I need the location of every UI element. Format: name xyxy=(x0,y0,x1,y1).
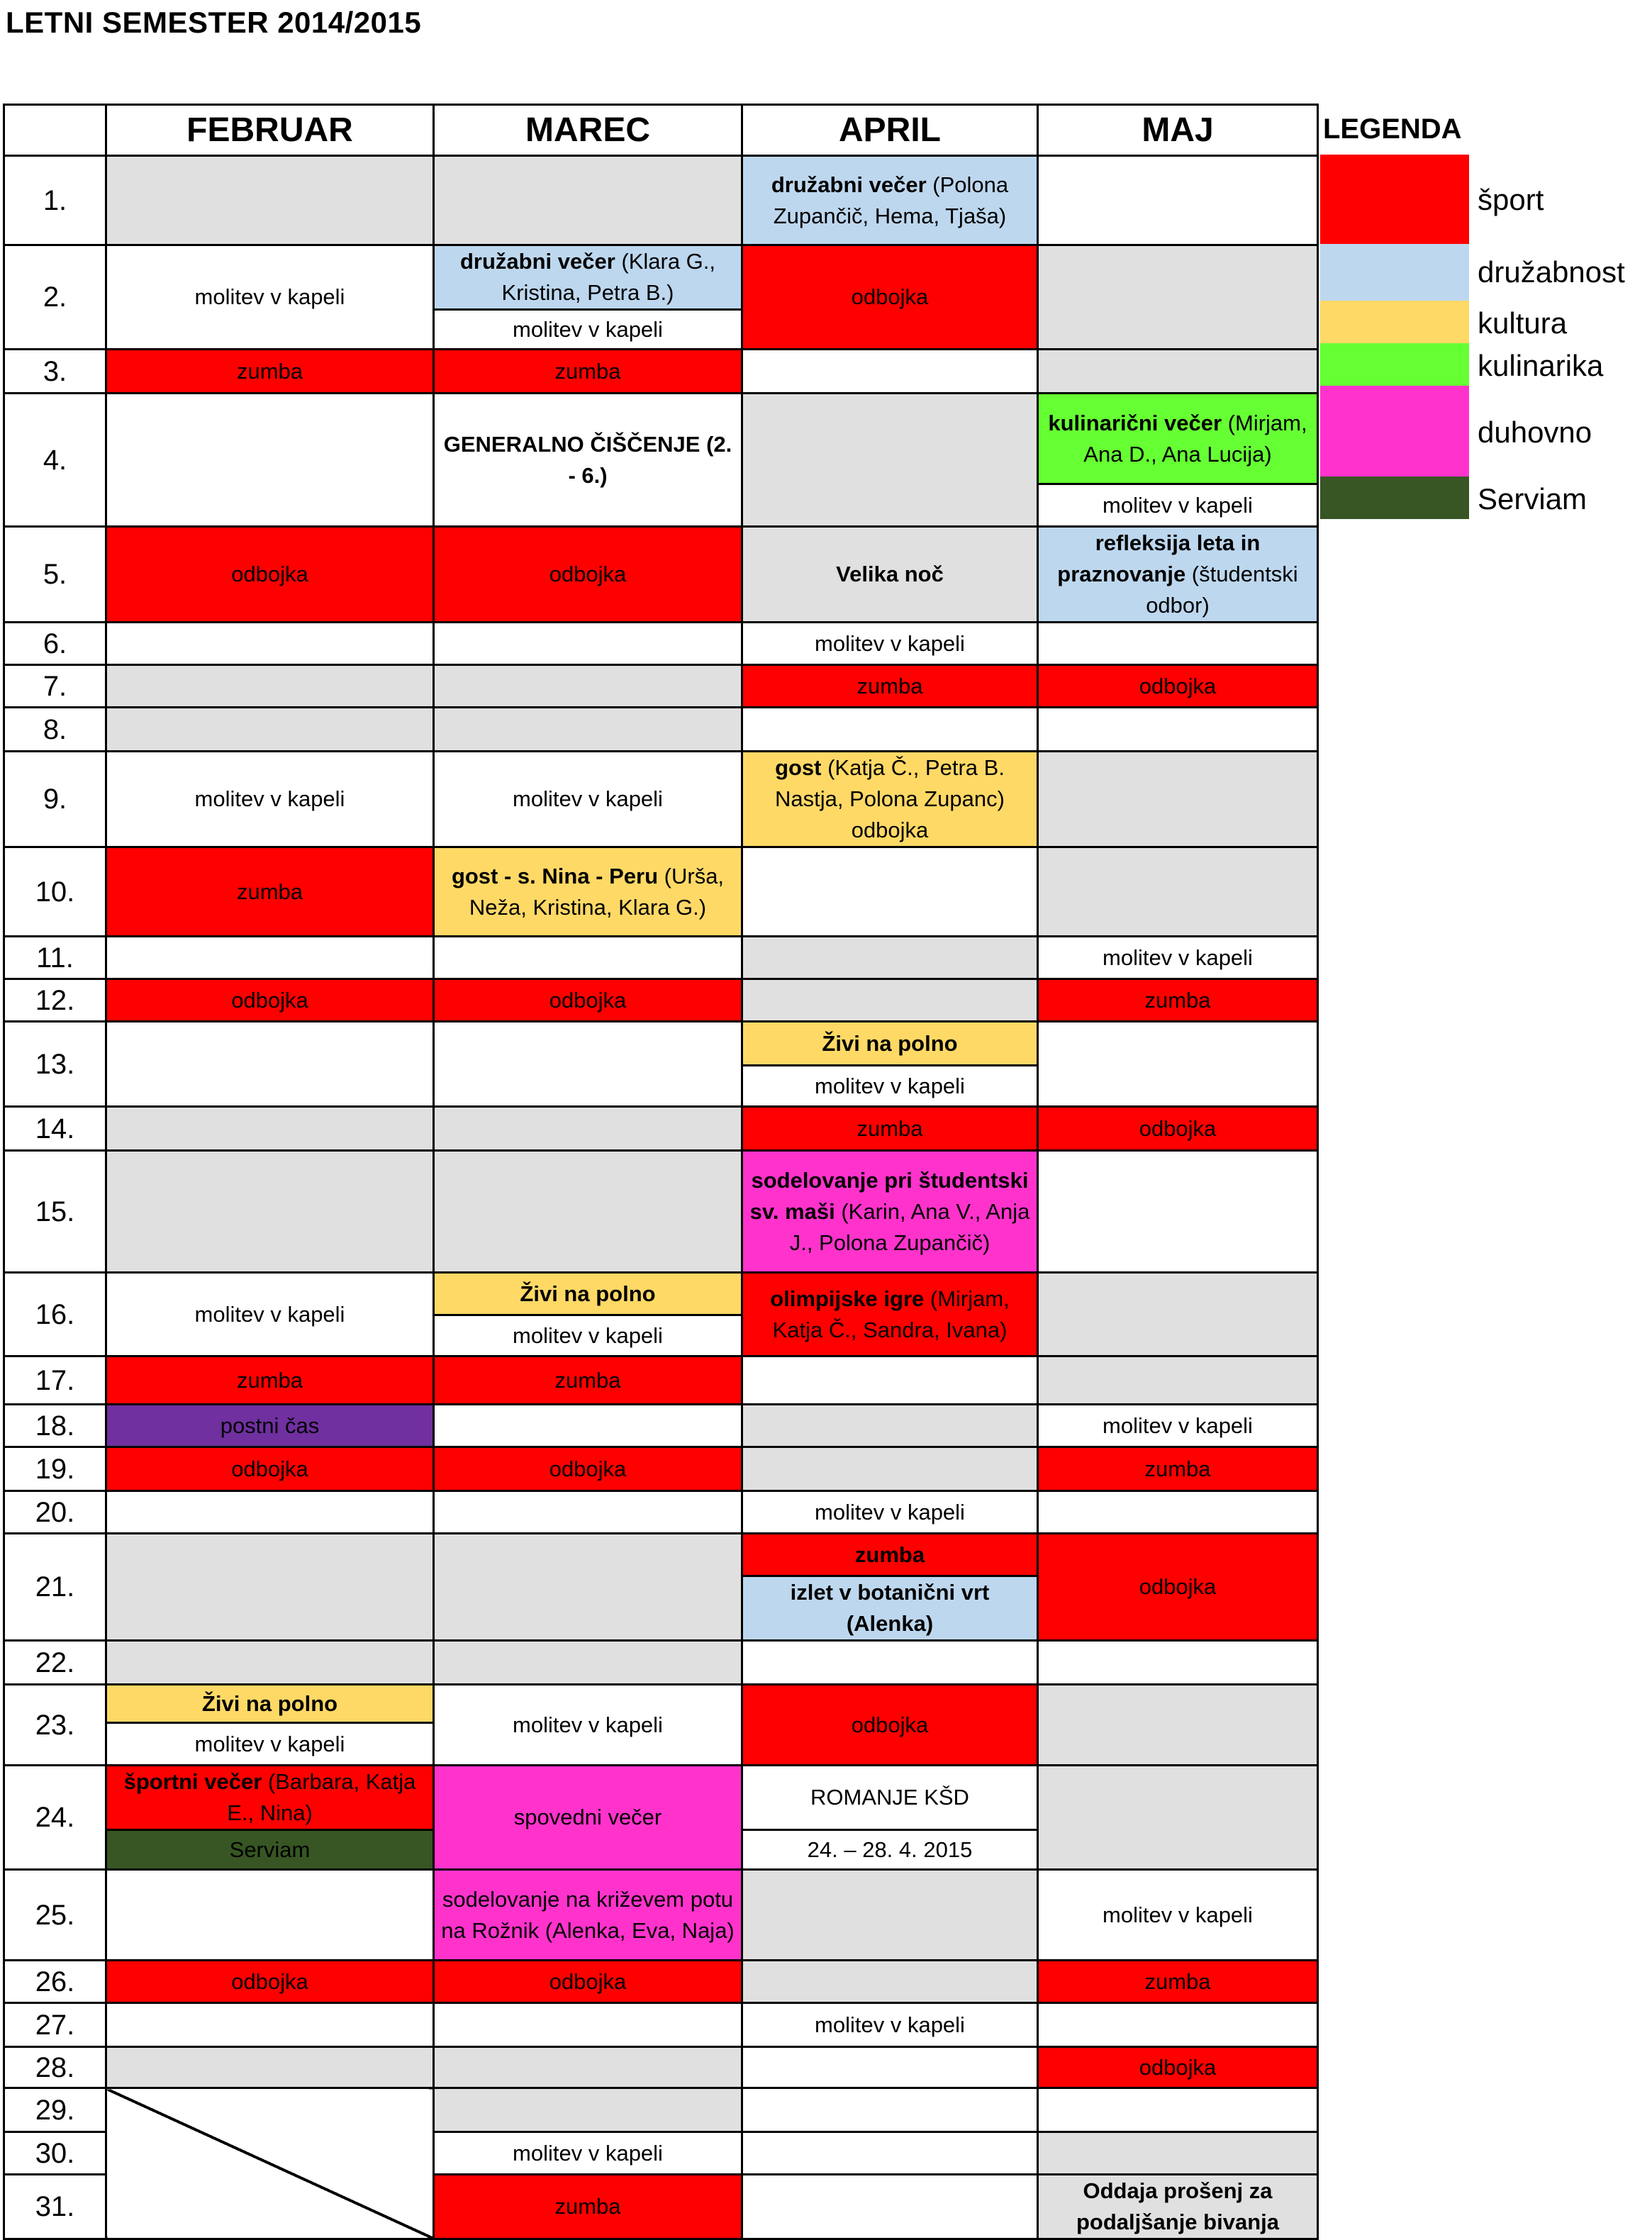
day-cell xyxy=(106,1534,434,1641)
day-label: 7. xyxy=(4,665,106,708)
day-cell xyxy=(742,1641,1038,1685)
day-cell xyxy=(434,1641,742,1685)
day-cell xyxy=(742,708,1038,752)
day-label: 16. xyxy=(4,1273,106,1356)
event-cell: zumba xyxy=(742,665,1038,708)
day-cell xyxy=(106,1022,434,1107)
day-label: 2. xyxy=(4,245,106,350)
event-cell: odbojka xyxy=(742,1685,1038,1766)
day-cell xyxy=(434,1022,742,1107)
event-cell: sodelovanje pri študentski sv. maši (Karin, Ana V., Anja J., Polona Zupančič) xyxy=(742,1151,1038,1273)
day-cell xyxy=(434,1107,742,1151)
day-cell xyxy=(106,937,434,979)
event-cell: športni večer (Barbara, Katja E., Nina) xyxy=(106,1766,434,1830)
event-cell: molitev v kapeli xyxy=(742,1491,1038,1534)
day-cell xyxy=(106,708,434,752)
day-label: 23. xyxy=(4,1685,106,1766)
day-cell xyxy=(106,1107,434,1151)
event-cell: kulinarični večer (Mirjam, Ana D., Ana Lucija) xyxy=(1038,394,1318,484)
day-cell xyxy=(1038,1641,1318,1685)
day-cell xyxy=(434,1491,742,1534)
event-cell: zumba xyxy=(742,1107,1038,1151)
month-header: FEBRUAR xyxy=(106,105,434,156)
legend-swatch xyxy=(1320,155,1469,244)
day-cell xyxy=(106,394,434,527)
legend-label: družabnost xyxy=(1478,255,1625,289)
day-cell xyxy=(1038,1022,1318,1107)
day-cell xyxy=(742,979,1038,1022)
legend-title: LEGENDA xyxy=(1323,113,1462,145)
event-cell: Živi na polno xyxy=(434,1273,742,1315)
day-label: 6. xyxy=(4,623,106,665)
event-cell: zumba xyxy=(106,350,434,394)
event-cell: Oddaja prošenj za podaljšanje bivanja xyxy=(1038,2175,1318,2239)
day-cell xyxy=(742,394,1038,527)
event-cell: molitev v kapeli xyxy=(434,1315,742,1356)
day-cell xyxy=(434,937,742,979)
event-cell: molitev v kapeli xyxy=(742,1066,1038,1107)
day-cell xyxy=(106,156,434,245)
day-label: 25. xyxy=(4,1870,106,1961)
day-cell xyxy=(106,1151,434,1273)
event-cell: odbojka xyxy=(1038,1534,1318,1641)
event-cell: Živi na polno xyxy=(742,1022,1038,1066)
day-cell xyxy=(1038,1491,1318,1534)
month-header: MAREC xyxy=(434,105,742,156)
day-label: 30. xyxy=(4,2132,106,2175)
event-cell: molitev v kapeli xyxy=(106,1273,434,1356)
day-cell xyxy=(1038,350,1318,394)
event-cell: molitev v kapeli xyxy=(434,752,742,847)
day-cell xyxy=(434,156,742,245)
event-cell: molitev v kapeli xyxy=(1038,937,1318,979)
event-cell: olimpijske igre (Mirjam, Katja Č., Sandra, Ivana) xyxy=(742,1273,1038,1356)
day-label: 4. xyxy=(4,394,106,527)
event-cell: gost (Katja Č., Petra B. Nastja, Polona Zupanc) odbojka xyxy=(742,752,1038,847)
day-label: 1. xyxy=(4,156,106,245)
day-label: 17. xyxy=(4,1356,106,1405)
corner-cell xyxy=(4,105,106,156)
event-cell: zumba xyxy=(106,847,434,937)
legend-swatch xyxy=(1320,244,1469,301)
day-cell xyxy=(106,1491,434,1534)
day-label: 14. xyxy=(4,1107,106,1151)
day-cell xyxy=(742,1447,1038,1491)
event-cell: zumba xyxy=(1038,1961,1318,2003)
event-cell: zumba xyxy=(434,1356,742,1405)
day-cell xyxy=(434,1534,742,1641)
day-cell xyxy=(742,1356,1038,1405)
day-cell xyxy=(1038,1766,1318,1870)
day-cell xyxy=(1038,623,1318,665)
event-cell: molitev v kapeli xyxy=(434,1685,742,1766)
day-cell xyxy=(106,665,434,708)
day-cell xyxy=(106,2047,434,2088)
day-label: 3. xyxy=(4,350,106,394)
event-cell: refleksija leta in praznovanje (študentski odbor) xyxy=(1038,527,1318,623)
event-cell: gost - s. Nina - Peru (Urša, Neža, Kristina, Klara G.) xyxy=(434,847,742,937)
day-cell xyxy=(1038,156,1318,245)
legend-label: kulinarika xyxy=(1478,349,1604,382)
event-cell: spovedni večer xyxy=(434,1766,742,1870)
day-label: 29. xyxy=(4,2088,106,2132)
legend-label: kultura xyxy=(1478,306,1568,340)
legend-swatch xyxy=(1320,386,1469,477)
day-label: 15. xyxy=(4,1151,106,1273)
event-cell: zumba xyxy=(742,1534,1038,1576)
event-cell: zumba xyxy=(1038,979,1318,1022)
day-cell xyxy=(742,2047,1038,2088)
event-cell: odbojka xyxy=(1038,1107,1318,1151)
day-cell xyxy=(434,2047,742,2088)
day-cell xyxy=(434,2003,742,2047)
legend-swatch xyxy=(1320,477,1469,519)
day-cell xyxy=(1038,2088,1318,2132)
day-cell xyxy=(742,2175,1038,2239)
event-cell: ROMANJE KŠD xyxy=(742,1766,1038,1830)
day-label: 12. xyxy=(4,979,106,1022)
legend-swatch xyxy=(1320,301,1469,343)
day-label: 28. xyxy=(4,2047,106,2088)
event-cell: molitev v kapeli xyxy=(742,2003,1038,2047)
legend-label: šport xyxy=(1478,183,1544,216)
day-label: 11. xyxy=(4,937,106,979)
day-cell xyxy=(1038,847,1318,937)
event-cell: molitev v kapeli xyxy=(1038,1405,1318,1447)
day-cell xyxy=(1038,708,1318,752)
day-label: 24. xyxy=(4,1766,106,1870)
day-cell xyxy=(1038,2003,1318,2047)
day-cell xyxy=(1038,245,1318,350)
day-cell xyxy=(434,1151,742,1273)
event-cell: molitev v kapeli xyxy=(1038,1870,1318,1961)
event-cell: odbojka xyxy=(742,245,1038,350)
legend-label: duhovno xyxy=(1478,416,1592,449)
event-cell: Velika noč xyxy=(742,527,1038,623)
day-cell xyxy=(434,623,742,665)
event-cell: odbojka xyxy=(106,1447,434,1491)
day-cell xyxy=(106,1641,434,1685)
legend-label: Serviam xyxy=(1478,482,1587,516)
event-cell: družabni večer (Klara G., Kristina, Petra B.) xyxy=(434,245,742,310)
page-title: LETNI SEMESTER 2014/2015 xyxy=(6,6,422,39)
day-cell xyxy=(1038,752,1318,847)
legend-swatch xyxy=(1320,343,1469,386)
day-cell xyxy=(742,847,1038,937)
event-cell: odbojka xyxy=(434,527,742,623)
day-label: 21. xyxy=(4,1534,106,1641)
event-cell: odbojka xyxy=(434,1961,742,2003)
event-cell: GENERALNO ČIŠČENJE (2. - 6.) xyxy=(434,394,742,527)
event-cell: sodelovanje na križevem potu na Rožnik (Alenka, Eva, Naja) xyxy=(434,1870,742,1961)
day-label: 26. xyxy=(4,1961,106,2003)
month-header: MAJ xyxy=(1038,105,1318,156)
event-cell: postni čas xyxy=(106,1405,434,1447)
day-cell xyxy=(742,937,1038,979)
day-label: 10. xyxy=(4,847,106,937)
day-cell xyxy=(742,1870,1038,1961)
event-cell: 24. – 28. 4. 2015 xyxy=(742,1830,1038,1870)
event-cell: odbojka xyxy=(106,979,434,1022)
event-cell: zumba xyxy=(434,350,742,394)
event-cell: odbojka xyxy=(434,979,742,1022)
day-cell xyxy=(742,2132,1038,2175)
day-cell xyxy=(1038,2132,1318,2175)
day-cell xyxy=(1038,1151,1318,1273)
event-cell: molitev v kapeli xyxy=(106,245,434,350)
day-cell xyxy=(1038,1273,1318,1356)
event-cell: molitev v kapeli xyxy=(742,623,1038,665)
day-cell xyxy=(742,350,1038,394)
event-cell: molitev v kapeli xyxy=(434,2132,742,2175)
month-header: APRIL xyxy=(742,105,1038,156)
event-cell: zumba xyxy=(1038,1447,1318,1491)
event-cell: molitev v kapeli xyxy=(106,1723,434,1766)
day-cell xyxy=(1038,1356,1318,1405)
event-cell: Živi na polno xyxy=(106,1685,434,1723)
day-cell xyxy=(1038,1685,1318,1766)
event-cell: odbojka xyxy=(434,1447,742,1491)
day-cell xyxy=(106,1870,434,1961)
day-label: 20. xyxy=(4,1491,106,1534)
event-cell: izlet v botanični vrt (Alenka) xyxy=(742,1576,1038,1641)
day-cell xyxy=(434,1405,742,1447)
day-cell xyxy=(434,708,742,752)
event-cell: molitev v kapeli xyxy=(106,752,434,847)
event-cell: zumba xyxy=(434,2175,742,2239)
day-cell xyxy=(742,2088,1038,2132)
event-cell: molitev v kapeli xyxy=(1038,484,1318,527)
day-label: 8. xyxy=(4,708,106,752)
day-label: 9. xyxy=(4,752,106,847)
day-label: 22. xyxy=(4,1641,106,1685)
event-cell: molitev v kapeli xyxy=(434,310,742,350)
event-cell: odbojka xyxy=(1038,2047,1318,2088)
day-cell xyxy=(106,2003,434,2047)
day-cell xyxy=(106,623,434,665)
day-label: 13. xyxy=(4,1022,106,1107)
crossed-out-cell xyxy=(106,2088,434,2239)
day-cell xyxy=(434,2088,742,2132)
day-cell xyxy=(742,1405,1038,1447)
event-cell: odbojka xyxy=(1038,665,1318,708)
day-label: 27. xyxy=(4,2003,106,2047)
event-cell: Serviam xyxy=(106,1830,434,1870)
day-label: 19. xyxy=(4,1447,106,1491)
day-label: 31. xyxy=(4,2175,106,2239)
day-cell xyxy=(742,1961,1038,2003)
event-cell: zumba xyxy=(106,1356,434,1405)
day-label: 18. xyxy=(4,1405,106,1447)
day-label: 5. xyxy=(4,527,106,623)
event-cell: družabni večer (Polona Zupančič, Hema, Tjaša) xyxy=(742,156,1038,245)
day-cell xyxy=(434,665,742,708)
event-cell: odbojka xyxy=(106,1961,434,2003)
calendar-table xyxy=(3,104,1319,2240)
event-cell: odbojka xyxy=(106,527,434,623)
